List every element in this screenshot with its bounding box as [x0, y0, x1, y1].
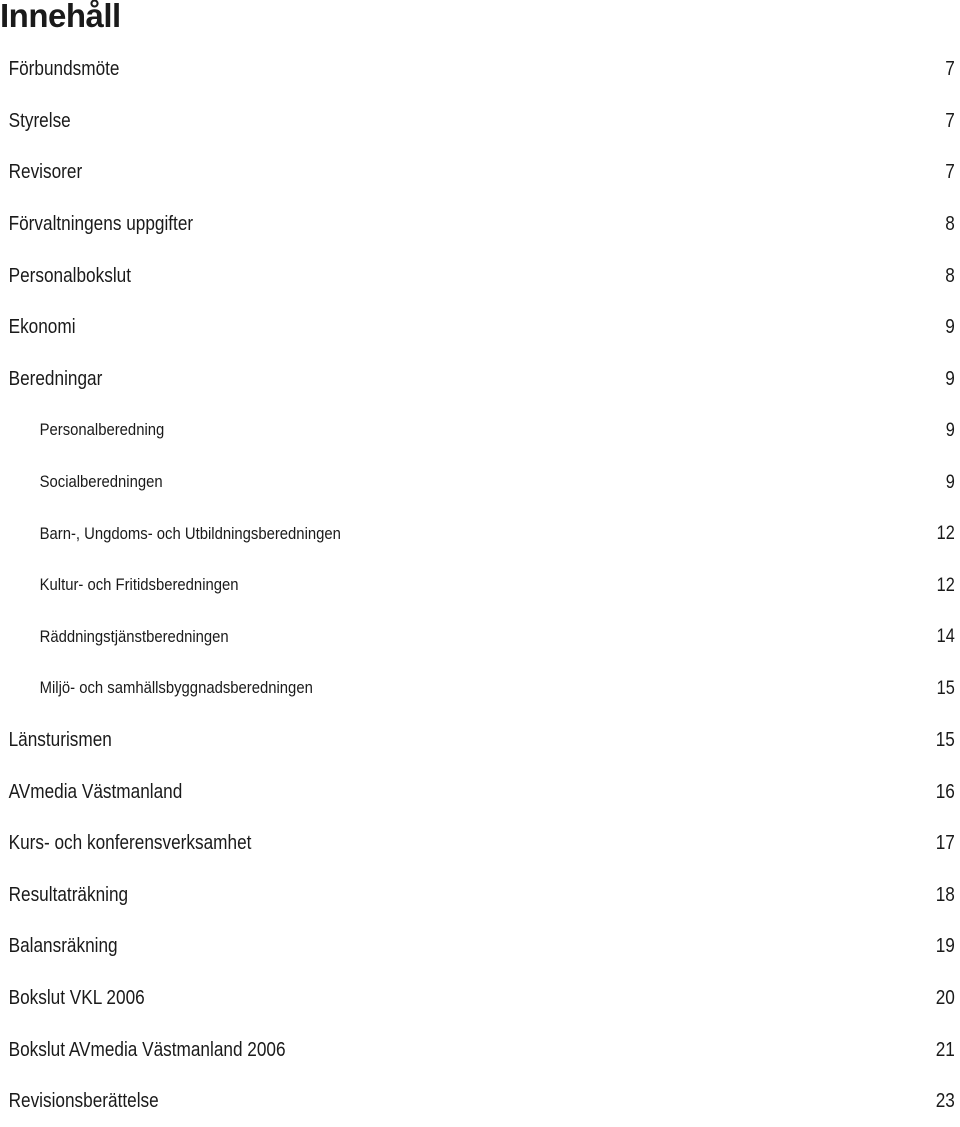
- toc-subentry[interactable]: [0, 663, 960, 715]
- toc-entry-label: Styrelse: [8, 109, 71, 132]
- toc-entry[interactable]: [0, 818, 960, 870]
- toc-entry-page: 7: [945, 109, 955, 132]
- toc-entry-label: Förbundsmöte: [8, 58, 120, 81]
- toc-entry-label: Resultaträkning: [8, 883, 129, 906]
- toc-subentry[interactable]: [0, 612, 960, 664]
- toc-entry[interactable]: [0, 715, 960, 767]
- toc-subentry[interactable]: [0, 457, 960, 509]
- toc-entry-page: 14: [936, 626, 955, 648]
- toc-entry[interactable]: [0, 766, 960, 818]
- toc-entry[interactable]: [0, 44, 960, 96]
- toc-subentry[interactable]: [0, 508, 960, 560]
- toc-entry-label: Socialberedningen: [39, 473, 163, 492]
- toc-entry[interactable]: [0, 973, 960, 1025]
- toc-entry-page: 23: [935, 1090, 955, 1113]
- toc-entry-page: 15: [936, 677, 955, 699]
- toc-subentry[interactable]: [0, 405, 960, 457]
- toc-entry-label: Personalbokslut: [8, 264, 131, 287]
- toc-entry-page: 9: [945, 419, 955, 441]
- toc-entry-label: Ekonomi: [8, 316, 76, 339]
- toc-entry-label: Balansräkning: [8, 935, 118, 958]
- toc-entry[interactable]: [0, 870, 960, 922]
- toc-entry-page: 8: [945, 213, 955, 236]
- toc-entry-label: AVmedia Västmanland: [8, 780, 183, 803]
- toc-entry-page: 19: [935, 935, 955, 958]
- toc-entry-page: 16: [935, 780, 955, 803]
- page-title: Innehåll: [0, 0, 121, 34]
- toc-entry[interactable]: [0, 1024, 960, 1076]
- toc-entry[interactable]: [0, 199, 960, 251]
- toc-entry-page: 9: [945, 471, 955, 493]
- toc-subentry[interactable]: [0, 560, 960, 612]
- toc-entry[interactable]: [0, 250, 960, 302]
- toc-entry[interactable]: [0, 1076, 960, 1127]
- toc-entry-label: Kultur- och Fritidsberedningen: [39, 576, 239, 595]
- toc-entry-label: Personalberedning: [39, 421, 165, 440]
- toc-entry-label: Beredningar: [8, 367, 103, 390]
- toc-entry-label: Bokslut VKL 2006: [8, 986, 145, 1009]
- table-of-contents: [0, 44, 960, 1127]
- toc-entry-page: 18: [935, 883, 955, 906]
- toc-entry-page: 17: [935, 832, 955, 855]
- toc-entry-page: 12: [936, 523, 955, 545]
- toc-entry[interactable]: [0, 96, 960, 148]
- toc-entry[interactable]: [0, 354, 960, 406]
- toc-entry-label: Förvaltningens uppgifter: [8, 213, 194, 236]
- toc-entry-label: Miljö- och samhällsbyggnadsberedningen: [39, 679, 313, 698]
- toc-entry-label: Revisionsberättelse: [8, 1090, 159, 1113]
- toc-entry-page: 8: [945, 264, 955, 287]
- toc-entry-page: 21: [935, 1038, 955, 1061]
- toc-entry-page: 20: [935, 986, 955, 1009]
- toc-entry-label: Länsturismen: [8, 729, 112, 752]
- toc-entry-page: 9: [945, 367, 955, 390]
- toc-entry-page: 7: [945, 58, 955, 81]
- toc-entry-page: 9: [945, 316, 955, 339]
- toc-entry[interactable]: [0, 921, 960, 973]
- toc-entry-label: Kurs- och konferensverksamhet: [8, 832, 252, 855]
- toc-entry-label: Barn-, Ungdoms- och Utbildningsberedningen: [39, 524, 341, 543]
- toc-entry-label: Revisorer: [8, 161, 83, 184]
- toc-entry-label: Bokslut AVmedia Västmanland 2006: [8, 1038, 286, 1061]
- toc-entry-page: 12: [936, 574, 955, 596]
- toc-entry[interactable]: [0, 147, 960, 199]
- toc-entry-page: 15: [935, 729, 955, 752]
- toc-entry-label: Räddningstjänstberedningen: [39, 627, 229, 646]
- toc-entry-page: 7: [945, 161, 955, 184]
- toc-entry[interactable]: [0, 302, 960, 354]
